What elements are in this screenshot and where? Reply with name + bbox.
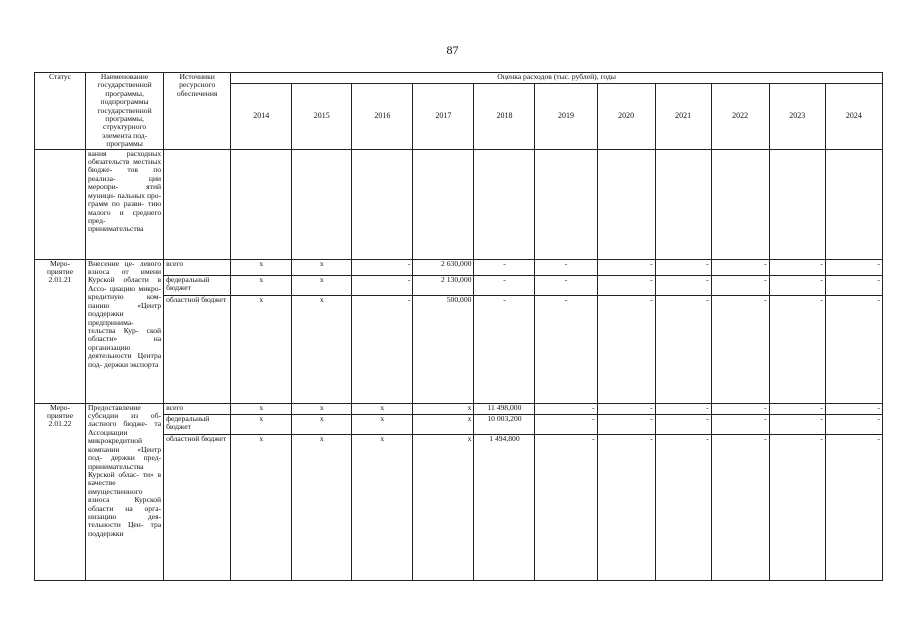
year-header: 2015 <box>292 84 352 150</box>
value-cell: - <box>535 434 597 580</box>
value-cell: - <box>769 259 825 275</box>
value-cell: x <box>292 259 352 275</box>
value-cell: - <box>769 434 825 580</box>
table-row <box>35 259 883 275</box>
header-name: Наименование государственной программы, подпрограммы государственной программы, структурного элемента под- программы <box>86 73 164 150</box>
value-cell: 2 130,000 <box>413 275 474 295</box>
value-cell: - <box>711 414 769 434</box>
value-cell: - <box>352 259 413 275</box>
table-row <box>35 403 883 414</box>
expenditure-table <box>34 72 883 581</box>
source-cell: областной бюджет <box>164 295 231 403</box>
value-cell: - <box>352 275 413 295</box>
value-cell: - <box>711 275 769 295</box>
value-cell: - <box>825 403 882 414</box>
value-cell: - <box>655 259 711 275</box>
value-cell: 11 498,000 <box>474 403 535 414</box>
value-cell: - <box>535 295 597 403</box>
year-header: 2022 <box>711 84 769 150</box>
value-cell: x <box>231 259 292 275</box>
value-cell: x <box>292 403 352 414</box>
year-header: 2014 <box>231 84 292 150</box>
value-cell: x <box>413 403 474 414</box>
status-cell: Меро- приятие 2.01.21 <box>35 259 86 403</box>
value-cell: - <box>769 403 825 414</box>
value-cell: - <box>711 259 769 275</box>
source-cell: всего <box>164 403 231 414</box>
year-header: 2019 <box>535 84 597 150</box>
status-cell: Меро- приятие 2.01.22 <box>35 403 86 580</box>
year-header: 2016 <box>352 84 413 150</box>
source-cell: федеральный бюджет <box>164 275 231 295</box>
value-cell: - <box>825 434 882 580</box>
value-cell: - <box>655 403 711 414</box>
value-cell: - <box>769 414 825 434</box>
measure-name: Внесение це- левого взноса от имени Курской области в Ассо- циацию микро- кредитную ком- панию «Центр поддержки предпринима- тельства Кур- ской области» на организацию деятельности Центра под- держки экспорта <box>86 259 164 403</box>
value-cell: x <box>413 414 474 434</box>
value-cell: - <box>597 414 655 434</box>
value-cell: - <box>597 275 655 295</box>
value-cell: x <box>292 275 352 295</box>
value-cell: - <box>825 275 882 295</box>
year-header: 2020 <box>597 84 655 150</box>
value-cell: x <box>413 434 474 580</box>
value-cell: - <box>825 414 882 434</box>
value-cell: - <box>474 275 535 295</box>
source-cell: всего <box>164 259 231 275</box>
value-cell: - <box>474 295 535 403</box>
value-cell: x <box>231 434 292 580</box>
value-cell: - <box>825 259 882 275</box>
value-cell: - <box>655 275 711 295</box>
value-cell: - <box>535 403 597 414</box>
value-cell: - <box>474 259 535 275</box>
value-cell: x <box>231 275 292 295</box>
value-cell: - <box>711 403 769 414</box>
value-cell: - <box>825 295 882 403</box>
year-header: 2017 <box>413 84 474 150</box>
value-cell: x <box>292 414 352 434</box>
value-cell: - <box>535 259 597 275</box>
source-cell: федеральный бюджет <box>164 414 231 434</box>
header-status: Статус <box>35 73 86 150</box>
value-cell: - <box>597 434 655 580</box>
year-header: 2021 <box>655 84 711 150</box>
value-cell: x <box>292 434 352 580</box>
value-cell: - <box>535 414 597 434</box>
value-cell: - <box>655 295 711 403</box>
value-cell: x <box>352 414 413 434</box>
value-cell: x <box>231 295 292 403</box>
value-cell: - <box>655 414 711 434</box>
value-cell: x <box>352 403 413 414</box>
value-cell: - <box>769 275 825 295</box>
value-cell: - <box>769 295 825 403</box>
value-cell: x <box>292 295 352 403</box>
value-cell: 2 630,000 <box>413 259 474 275</box>
value-cell: - <box>352 295 413 403</box>
value-cell: - <box>711 295 769 403</box>
value-cell: 500,000 <box>413 295 474 403</box>
value-cell: - <box>597 403 655 414</box>
value-cell: - <box>655 434 711 580</box>
year-header: 2018 <box>474 84 535 150</box>
header-estimate: Оценка расходов (тыс. рублей), годы <box>231 73 883 84</box>
continuation-row <box>35 149 883 259</box>
value-cell: x <box>352 434 413 580</box>
year-header: 2023 <box>769 84 825 150</box>
page-number: 87 <box>446 43 459 57</box>
continuation-text: вания расходных обязательств местных бюдже- тов по реализа- ции меропри- ятий муници- пальных про- грамм по разви- тию малого и среднего пред- принимательства <box>86 149 164 259</box>
header-sources: Источники ресурсного обеспечения <box>164 73 231 150</box>
value-cell: x <box>231 403 292 414</box>
source-cell: областной бюджет <box>164 434 231 580</box>
measure-name: Предоставление субсидии из об- ластного бюдже- та Ассоциации микрокредитной компании «Центр под- держки пред- принимательства Курской облас- ти» в качестве имущественного взноса Курской области на орга- низацию дея- тельности Цен- тра поддержки <box>86 403 164 580</box>
value-cell: - <box>711 434 769 580</box>
value-cell: - <box>535 275 597 295</box>
year-header: 2024 <box>825 84 882 150</box>
value-cell: 1 494,800 <box>474 434 535 580</box>
value-cell: - <box>597 259 655 275</box>
value-cell: x <box>231 414 292 434</box>
value-cell: - <box>597 295 655 403</box>
value-cell: 10 003,200 <box>474 414 535 434</box>
